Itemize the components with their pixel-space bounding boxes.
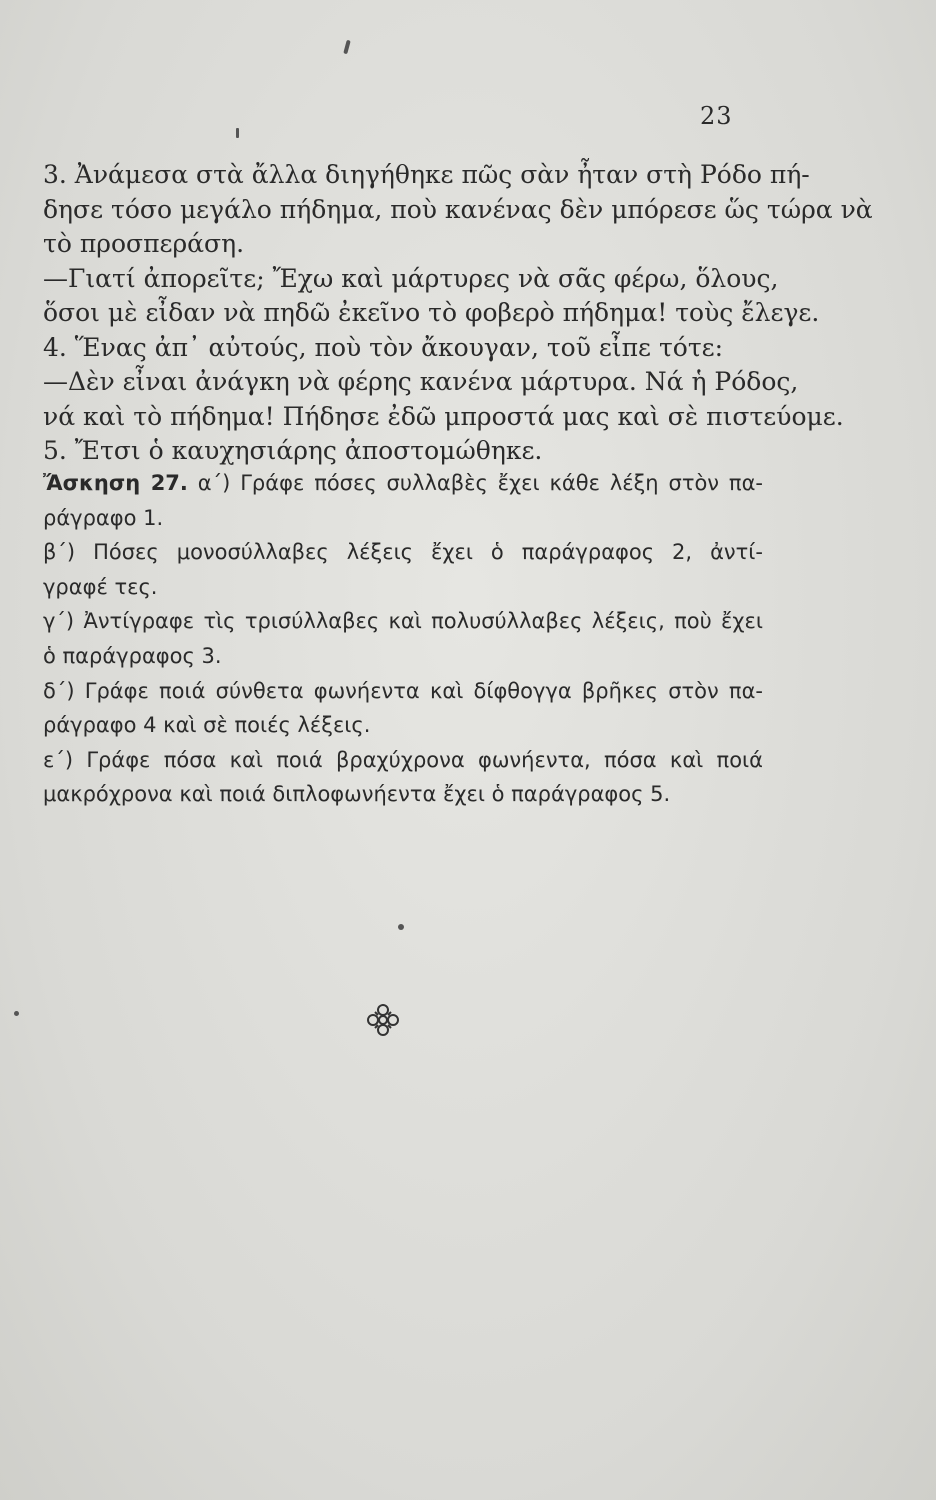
exercise-c-line-1: γ΄) Ἀντίγραφε τὶς τρισύλλαβες καὶ πολυσύλλαβες λέξεις, ποὺ ἔχει xyxy=(43,609,763,634)
paper-speck xyxy=(398,924,404,930)
floral-ornament-icon xyxy=(366,1003,400,1037)
exercise-d-line-2: ράγραφο 4 καὶ σὲ ποιές λέξεις. xyxy=(43,713,371,738)
dialog-line-1: —Γιατί ἀπορεῖτε; Ἔχω καὶ μάρτυρες νὰ σᾶς φέρω, ὅλους, xyxy=(43,263,779,293)
exercise-d-line-1: δ΄) Γράφε ποιά σύνθετα φωνήεντα καὶ δίφθογγα βρῆκες στὸν πα- xyxy=(43,678,763,703)
exercise-title: Ἄσκηση 27. xyxy=(43,471,188,495)
paper-mark xyxy=(236,128,239,138)
paper-mark xyxy=(343,40,350,55)
paragraph-3-line-2: δησε τόσο μεγάλο πήδημα, ποὺ κανένας δὲν μπόρεσε ὥς τώρα νὰ xyxy=(43,194,873,224)
paragraph-3-line-3: τὸ προσπεράση. xyxy=(43,229,245,258)
paragraph-5-line-1: 5. Ἔτσι ὁ καυχησιάρης ἀποστομώθηκε. xyxy=(43,436,543,465)
exercise-a-line-2: ράγραφο 1. xyxy=(43,505,164,530)
paragraph-4-line-2: —Δὲν εἶναι ἀνάγκη νὰ φέρης κανένα μάρτυρα. Νά ἡ Ρόδος, xyxy=(43,367,799,396)
exercise-b-line-2: γραφέ τες. xyxy=(43,574,158,599)
paragraph-4-line-3: νά καὶ τὸ πήδημα! Πήδησε ἐδῶ μπροστά μας καὶ σὲ πιστεύομε. xyxy=(43,401,844,431)
exercise-a-line-1 xyxy=(43,466,763,501)
exercise-block xyxy=(43,466,763,812)
exercise-e-line-2: μακρόχρονα καὶ ποιά διπλοφωνήεντα ἔχει ὁ παράγραφος 5. xyxy=(43,782,671,807)
exercise-c-line-2: ὁ παράγραφος 3. xyxy=(43,643,222,668)
exercise-b-line-1: β΄) Πόσες μονοσύλλαβες λέξεις ἔχει ὁ παράγραφος 2, ἀντί- xyxy=(43,540,763,565)
paragraph-3-line-1: 3. Ἀνάμεσα στὰ ἄλλα διηγήθηκε πῶς σὰν ἦταν στὴ Ρόδο πή- xyxy=(43,160,810,189)
exercise-e-line-1: ε΄) Γράφε πόσα καὶ ποιά βραχύχρονα φωνήεντα, πόσα καὶ ποιά xyxy=(43,747,763,772)
paragraph-4-line-1: 4. Ἕνας ἀπ᾽ αὐτούς, ποὺ τὸν ἄκουγαν, τοῦ εἶπε τότε: xyxy=(43,332,724,362)
exercise-a-text: α΄) Γράφε πόσες συλλαβὲς ἔχει κάθε λέξη στὸν πα- xyxy=(197,471,763,495)
story-text xyxy=(43,158,873,469)
paper-speck xyxy=(14,1011,19,1016)
dialog-line-2: ὅσοι μὲ εἶδαν νὰ πηδῶ ἐκεῖνο τὸ φοβερὸ πήδημα! τοὺς ἔλεγε. xyxy=(43,298,820,327)
page-number: 23 xyxy=(700,102,733,130)
